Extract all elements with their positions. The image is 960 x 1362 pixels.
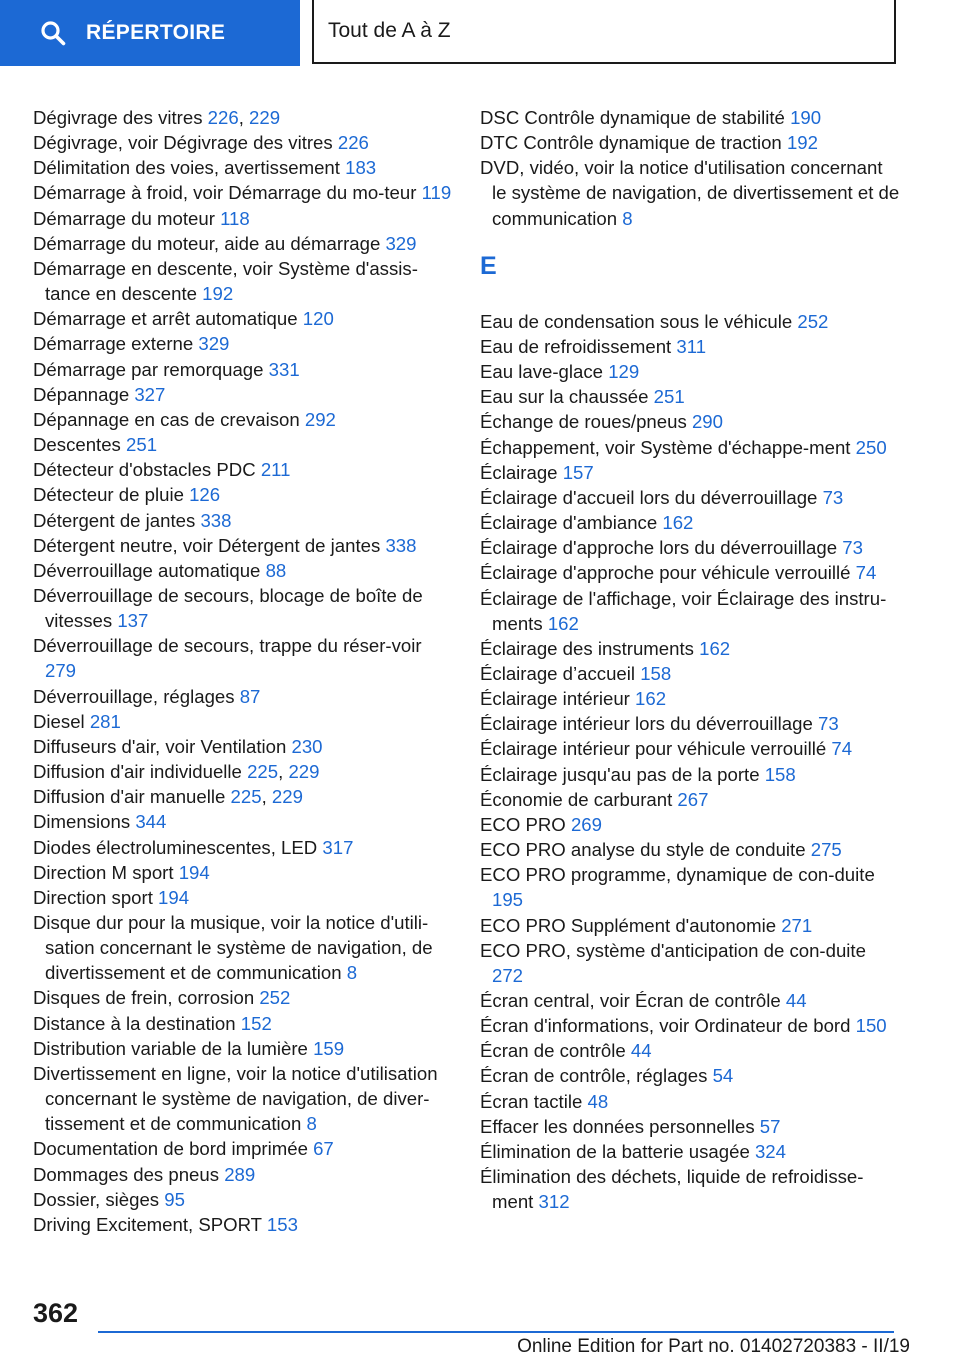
index-term: Diffusion d'air manuelle <box>33 786 226 808</box>
index-entry <box>480 636 900 661</box>
index-entry <box>33 860 453 885</box>
page-reference-link[interactable]: 229 <box>271 786 303 808</box>
index-entry <box>33 130 453 155</box>
index-entry <box>480 837 900 862</box>
index-entry <box>33 331 453 356</box>
page-reference-link[interactable]: 290 <box>691 411 723 433</box>
page-reference-link[interactable]: 120 <box>302 308 334 330</box>
index-term: Éclairage <box>480 461 558 483</box>
index-term: Écran central, voir Écran de contrôle <box>480 990 781 1011</box>
index-term: Documentation de bord imprimée <box>33 1138 308 1160</box>
index-term: Démarrage en descente, voir Système d'assis-tance en descente <box>33 257 418 305</box>
index-term: Divertissement en ligne, voir la notice d'utilisation concernant le système de navigation, de diver-tissement et de communication <box>33 1062 438 1135</box>
index-entry <box>480 812 900 837</box>
page-reference-link[interactable]: 324 <box>754 1140 786 1162</box>
index-entry <box>33 1162 453 1187</box>
page-reference-link[interactable]: 8 <box>306 1113 317 1135</box>
index-term: Éclairage intérieur lors du déverrouillage <box>480 713 813 735</box>
page-reference-link[interactable]: 73 <box>822 486 844 508</box>
page-reference-link[interactable]: 192 <box>786 132 818 154</box>
index-term: Distance à la destination <box>33 1012 236 1034</box>
index-term: Écran d'informations, voir Ordinateur de bord <box>480 1015 851 1037</box>
page-reference-link[interactable]: 150 <box>855 1015 887 1037</box>
index-entry <box>480 435 900 460</box>
index-term: Diodes électroluminescentes, LED <box>33 836 318 858</box>
section-title <box>312 0 896 64</box>
page-reference-link[interactable]: 126 <box>189 484 221 506</box>
page-reference-link[interactable]: 44 <box>785 990 807 1011</box>
index-entry <box>480 560 900 585</box>
index-term: Dépannage <box>33 383 130 405</box>
page-reference-link[interactable]: 190 <box>790 107 822 128</box>
page-reference-link[interactable]: 48 <box>587 1090 609 1112</box>
index-column-right <box>480 105 900 1214</box>
index-entry <box>33 684 453 709</box>
page-reference-link[interactable]: 229 <box>288 761 320 783</box>
index-term: Dossier, sièges <box>33 1188 160 1210</box>
index-entry <box>480 334 900 359</box>
page-reference-link[interactable]: 338 <box>200 509 232 531</box>
index-term: ECO PRO, système d'anticipation de con-duite <box>480 939 866 961</box>
page-reference-link[interactable]: 275 <box>810 839 842 861</box>
index-entry <box>33 1136 453 1161</box>
page-reference-link[interactable]: 344 <box>135 811 167 833</box>
index-term: Éclairage d'approche pour véhicule verrouillé <box>480 562 851 584</box>
index-term: Déverrouillage de secours, blocage de boîte de vitesses <box>33 584 423 632</box>
page-reference-link[interactable]: 74 <box>855 562 877 584</box>
page-reference-link[interactable]: 183 <box>345 157 377 179</box>
index-term: Eau de refroidissement <box>480 335 672 357</box>
index-entry <box>33 1036 453 1061</box>
index-entry <box>33 432 453 457</box>
page-reference-link[interactable]: 225 <box>230 786 262 808</box>
index-term: DTC Contrôle dynamique de traction <box>480 132 782 154</box>
index-term: Éclairage des instruments <box>480 637 694 659</box>
page-number: 362 <box>33 1298 79 1328</box>
page-reference-link[interactable]: 95 <box>164 1188 185 1210</box>
index-term: Démarrage du moteur <box>33 207 215 229</box>
index-term: Déverrouillage automatique <box>33 559 261 581</box>
index-term: Éclairage jusqu'au pas de la porte <box>480 763 760 785</box>
index-term: Démarrage à froid, voir Démarrage du mo-teur <box>33 182 417 204</box>
section-letter-e: E <box>480 251 497 280</box>
page-reference-link[interactable]: 157 <box>562 461 594 483</box>
index-entry <box>33 206 453 231</box>
index-entry <box>480 686 900 711</box>
footer-divider <box>98 1331 894 1333</box>
index-term: Écran tactile <box>480 1090 583 1112</box>
index-entry <box>480 787 900 812</box>
page-reference-link[interactable]: 317 <box>322 836 354 858</box>
index-entry <box>33 533 453 558</box>
index-term: Disques de frein, corrosion <box>33 987 255 1009</box>
index-entry <box>480 535 900 560</box>
index-entry <box>480 1114 900 1139</box>
index-entry <box>33 709 453 734</box>
page-reference-link[interactable]: 272 <box>492 964 524 986</box>
index-term: Élimination des déchets, liquide de refroidisse-ment <box>480 1166 864 1213</box>
index-term: Économie de carburant <box>480 788 673 810</box>
index-entry <box>33 155 453 180</box>
index-term: Démarrage externe <box>33 333 194 355</box>
page-reference-link[interactable]: 152 <box>240 1012 272 1034</box>
index-term: Disque dur pour la musique, voir la notice d'utili-sation concernant le système de navigation, de divertissement et de communication <box>33 912 433 984</box>
index-entry <box>33 407 453 432</box>
page-reference-link[interactable]: 251 <box>126 434 158 456</box>
index-entry <box>33 633 453 683</box>
page-reference-link[interactable]: 153 <box>266 1213 298 1235</box>
index-term: Éclairage d'approche lors du déverrouillage <box>480 537 838 559</box>
page-reference-link[interactable]: 292 <box>304 408 336 430</box>
index-term: Délimitation des voies, avertissement <box>33 157 340 179</box>
page-reference-link[interactable]: 229 <box>249 107 281 128</box>
index-entry <box>33 885 453 910</box>
page-reference-link[interactable]: 88 <box>265 559 287 581</box>
index-entry <box>480 105 900 130</box>
page-reference-link[interactable]: 158 <box>764 763 796 785</box>
page-reference-link[interactable]: 162 <box>662 512 694 534</box>
index-entry <box>480 485 900 510</box>
index-entry <box>33 835 453 860</box>
index-term: Effacer les données personnelles <box>480 1115 755 1137</box>
page-reference-link[interactable]: 329 <box>385 232 417 254</box>
page-reference-link[interactable]: 329 <box>198 333 230 355</box>
page-reference-link[interactable]: 194 <box>178 861 210 883</box>
index-term: Éclairage d'ambiance <box>480 512 658 534</box>
page-reference-link[interactable]: 162 <box>699 637 731 659</box>
page-reference-link[interactable]: 271 <box>781 914 813 936</box>
index-term: Éclairage intérieur pour véhicule verrouillé <box>480 738 827 760</box>
index-term: Diffusion d'air individuelle <box>33 761 242 783</box>
page-reference-link[interactable]: 129 <box>608 361 640 383</box>
index-entry <box>33 231 453 256</box>
page-reference-link[interactable]: 118 <box>220 207 250 229</box>
page-reference-link[interactable]: 54 <box>712 1065 734 1087</box>
page-reference-link[interactable]: 230 <box>291 735 323 757</box>
page-reference-link[interactable]: 331 <box>268 358 300 380</box>
index-term: Éclairage d’accueil <box>480 662 636 684</box>
index-term: Démarrage par remorquage <box>33 358 264 380</box>
page-reference-link[interactable]: 162 <box>635 688 667 710</box>
page-reference-link[interactable]: 137 <box>117 610 149 632</box>
index-term: Démarrage et arrêt automatique <box>33 308 298 330</box>
index-term: Éclairage intérieur <box>480 688 630 710</box>
index-term: Dommages des pneus <box>33 1163 220 1185</box>
page-reference-link[interactable]: 44 <box>630 1040 652 1062</box>
page-reference-link[interactable]: 158 <box>640 662 672 684</box>
index-term: Distribution variable de la lumière <box>33 1037 308 1059</box>
page-reference-link[interactable]: 252 <box>259 987 291 1009</box>
page-reference-link[interactable]: 312 <box>538 1191 570 1213</box>
index-entry <box>33 357 453 382</box>
index-group-e <box>480 309 900 1215</box>
index-entry <box>480 460 900 485</box>
index-entry <box>33 180 453 205</box>
index-entry <box>480 988 900 1013</box>
page-reference-link[interactable]: 194 <box>158 886 190 908</box>
index-entry <box>480 736 900 761</box>
index-entry <box>480 155 900 230</box>
index-term: Écran de contrôle, réglages <box>480 1065 708 1087</box>
index-term: Démarrage du moteur, aide au démarrage <box>33 232 381 254</box>
index-term: Élimination de la batterie usagée <box>480 1140 750 1162</box>
index-entry <box>33 508 453 533</box>
index-term: Diesel <box>33 710 85 732</box>
index-entry <box>33 985 453 1010</box>
index-term: ECO PRO <box>480 813 566 835</box>
index-term: Descentes <box>33 434 121 456</box>
index-entry <box>33 809 453 834</box>
page-reference-link[interactable]: 338 <box>385 534 417 556</box>
index-entry <box>33 1187 453 1212</box>
page-reference-link[interactable]: 281 <box>89 710 121 732</box>
page-reference-link[interactable]: 289 <box>224 1163 256 1185</box>
index-entry <box>480 309 900 334</box>
index-term: Dépannage en cas de crevaison <box>33 408 300 430</box>
index-column-left <box>33 105 453 1237</box>
page-reference-link[interactable]: 73 <box>817 713 839 735</box>
index-term: Eau sur la chaussée <box>480 386 649 408</box>
index-term: DSC Contrôle dynamique de stabilité <box>480 107 785 128</box>
index-entry: Dégivrage des vitres 226, 229 <box>33 107 281 128</box>
page-reference-link[interactable]: 8 <box>346 962 358 984</box>
page-reference-link[interactable]: 267 <box>677 788 709 810</box>
page-reference-link[interactable]: 159 <box>313 1037 345 1059</box>
index-entry <box>480 130 900 155</box>
page-reference-link[interactable]: 211 <box>260 459 291 481</box>
page-reference-link[interactable]: 87 <box>239 685 261 707</box>
index-term: ECO PRO programme, dynamique de con-duite <box>480 864 875 886</box>
page-reference-link[interactable]: 251 <box>653 386 685 408</box>
index-entry <box>480 359 900 384</box>
index-entry <box>33 482 453 507</box>
page-reference-link[interactable]: 57 <box>759 1115 781 1137</box>
page-reference-link[interactable]: 250 <box>855 436 887 458</box>
index-term: Driving Excitement, SPORT <box>33 1213 262 1235</box>
index-entry <box>480 1063 900 1088</box>
index-term: DVD, vidéo, voir la notice d'utilisation concernant le système de navigation, de divertissement et de communication <box>480 157 900 229</box>
index-term: Détecteur d'obstacles PDC <box>33 459 256 481</box>
page-reference-link[interactable]: 162 <box>547 612 579 634</box>
index-term: Écran de contrôle <box>480 1040 626 1062</box>
index-entry <box>480 510 900 535</box>
index-entry <box>480 586 900 636</box>
index-term: Échange de roues/pneus <box>480 411 687 433</box>
page-reference-link[interactable]: 252 <box>797 310 829 332</box>
index-tab[interactable] <box>0 0 300 66</box>
index-entry <box>480 711 900 736</box>
index-entry <box>33 382 453 407</box>
index-entry <box>480 1089 900 1114</box>
index-term: ECO PRO Supplément d'autonomie <box>480 914 777 936</box>
index-entry <box>480 938 900 988</box>
index-entry <box>33 306 453 331</box>
index-entry <box>480 913 900 938</box>
index-term: Échappement, voir Système d'échappe-ment <box>480 436 851 458</box>
page-reference-link[interactable]: 119 <box>421 182 452 204</box>
page-reference-link[interactable]: 226 <box>207 107 239 128</box>
index-group-d-continued <box>480 105 900 231</box>
index-entry <box>33 583 453 633</box>
index-term: Éclairage d'accueil lors du déverrouillage <box>480 486 818 508</box>
index-term: Éclairage de l'affichage, voir Éclairage des instru-ments <box>480 587 887 634</box>
index-term: Eau de condensation sous le véhicule <box>480 310 793 332</box>
section-title-text: Tout de A à Z <box>328 19 451 42</box>
page-reference-link[interactable]: 269 <box>570 813 602 835</box>
page-reference-link[interactable]: 279 <box>45 660 77 682</box>
index-term: Détergent neutre, voir Détergent de jantes <box>33 534 381 556</box>
index-entry <box>33 734 453 759</box>
index-entry <box>33 256 453 306</box>
index-term: Dimensions <box>33 811 131 833</box>
index-term: Dégivrage, voir Dégivrage des vitres <box>33 132 333 154</box>
index-term: Détecteur de pluie <box>33 484 184 506</box>
index-term: ECO PRO analyse du style de conduite <box>480 839 806 861</box>
page-reference-link[interactable]: 67 <box>313 1138 334 1160</box>
index-entry <box>480 1038 900 1063</box>
index-entry <box>480 762 900 787</box>
index-tab-label: RÉPERTOIRE <box>86 21 226 44</box>
index-entry <box>480 862 900 912</box>
page-reference-link[interactable]: 74 <box>831 738 853 760</box>
index-entry: Diffusion d'air individuelle 225, 229 <box>33 761 320 783</box>
page-reference-link[interactable]: 192 <box>202 283 234 305</box>
index-entry <box>33 558 453 583</box>
index-entry <box>33 1061 453 1136</box>
index-entry <box>33 1212 453 1237</box>
page-reference-link[interactable]: 195 <box>492 889 524 911</box>
index-term: Direction sport <box>33 886 153 908</box>
index-entry <box>480 1164 900 1214</box>
page-reference-link[interactable]: 225 <box>247 761 279 783</box>
index-entry: Diffusion d'air manuelle 225, 229 <box>33 786 303 808</box>
index-term: Détergent de jantes <box>33 509 196 531</box>
page-reference-link[interactable]: 327 <box>134 383 166 405</box>
index-term: Dégivrage des vitres <box>33 107 203 128</box>
index-term: Diffuseurs d'air, voir Ventilation <box>33 735 287 757</box>
index-entry <box>480 1013 900 1038</box>
index-entry <box>480 1139 900 1164</box>
index-term: Direction M sport <box>33 861 174 883</box>
index-entry <box>480 661 900 686</box>
search-icon <box>40 20 66 46</box>
page-reference-link[interactable]: 73 <box>842 537 863 559</box>
index-entry <box>33 1011 453 1036</box>
index-entry <box>480 384 900 409</box>
page-reference-link[interactable]: 311 <box>676 335 707 357</box>
index-term: Eau lave-glace <box>480 361 604 383</box>
index-entry <box>33 910 453 985</box>
index-entry <box>480 409 900 434</box>
index-term: Déverrouillage de secours, trappe du réser-voir <box>33 635 422 657</box>
footer-edition: Online Edition for Part no. 01402720383 - II/19 <box>517 1336 910 1357</box>
index-entry <box>33 457 453 482</box>
index-term: Déverrouillage, réglages <box>33 685 235 707</box>
page-reference-link[interactable]: 8 <box>622 207 633 229</box>
page-reference-link[interactable]: 226 <box>337 132 369 154</box>
